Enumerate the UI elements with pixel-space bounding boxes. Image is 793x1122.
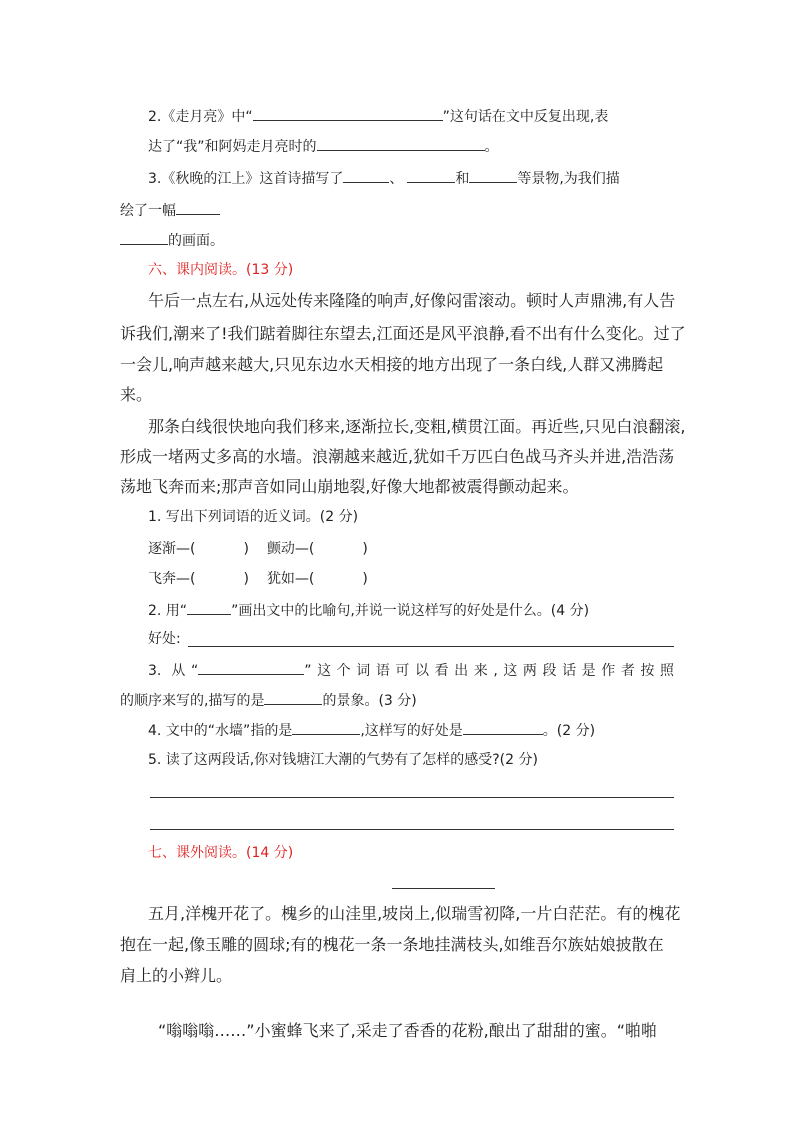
passage-1-line: 来。 [120, 385, 153, 404]
passage-2-line: 形成一堵两丈多高的水墙。浪潮越来越近,犹如千万匹白色战马齐头并进,浩浩荡 [120, 447, 675, 466]
passage-3-line: 抱在一起,像玉雕的圆球;有的槐花一条一条地挂满枝头,如维吾尔族姑娘披散在 [120, 935, 664, 954]
passage-4-line: “嗡嗡嗡……”小蜜蜂飞来了,采走了香香的花粉,酿出了甜甜的蜜。“啪啪 [158, 1021, 658, 1040]
sub-question-3-line1: 3. 从“ ”这个词语可以看出来,这两段话是作者按照 [148, 660, 674, 680]
question-2-line1: 2.《走月亮》中“ ”这句话在文中反复出现,表 [148, 106, 608, 126]
section-7-title: 七、课外阅读。(14 分) [148, 845, 294, 861]
question-3-line2: 绘了一幅 [120, 200, 220, 220]
sub-question-2: 2. 用“ ”画出文中的比喻句,并说一说这样写的好处是什么。(4 分) [148, 600, 589, 620]
answer-line[interactable] [188, 646, 674, 647]
sub-question-1-title: 1. 写出下列词语的近义词。(2 分) [148, 509, 359, 525]
question-2-line2: 达了“我”和阿妈走月亮时的 。 [148, 136, 499, 156]
sub-question-3-line2: 的顺序来写的,描写的是 的景象。(3 分) [120, 690, 417, 710]
blank-answer[interactable] [469, 168, 517, 183]
blank-answer[interactable] [317, 136, 485, 151]
blank-answer[interactable] [198, 660, 304, 675]
blank-answer[interactable] [120, 230, 168, 245]
blank-answer[interactable] [176, 200, 220, 215]
blank-answer[interactable] [264, 690, 322, 705]
synonym-row-2: 飞奔—( ) 犹如—( ) [148, 571, 368, 587]
passage-1-line: 一会儿,响声越来越大,只见东边水天相接的地方出现了一条白线,人群又沸腾起 [120, 355, 664, 374]
blank-answer[interactable] [463, 720, 543, 735]
section-6-title: 六、课内阅读。(13 分) [148, 262, 294, 278]
passage-2-line: 荡地飞奔而来;那声音如同山崩地裂,好像大地都被震得颤动起来。 [120, 477, 579, 496]
answer-line[interactable] [150, 797, 674, 798]
sub-question-4: 4. 文中的“水墙”指的是 ,这样写的好处是 。(2 分) [148, 720, 595, 740]
blank-answer[interactable] [187, 600, 231, 615]
blank-answer[interactable] [407, 168, 455, 183]
passage-3-line: 肩上的小辫儿。 [120, 966, 233, 985]
title-blank-line[interactable] [392, 888, 495, 889]
sub-question-5-title: 5. 读了这两段话,你对钱塘江大潮的气势有了怎样的感受?(2 分) [148, 752, 538, 768]
passage-2-line: 那条白线很快地向我们移来,逐渐拉长,变粗,横贯江面。再近些,只见白浪翻滚, [148, 417, 686, 436]
blank-answer[interactable] [253, 106, 443, 121]
blank-answer[interactable] [292, 720, 360, 735]
passage-1-line: 午后一点左右,从远处传来隆隆的响声,好像闷雷滚动。顿时人声鼎沸,有人告 [148, 291, 676, 310]
blank-answer[interactable] [343, 168, 389, 183]
answer-line[interactable] [150, 829, 674, 830]
question-3-line3: 的画面。 [120, 230, 224, 250]
question-3-line1: 3.《秋晚的江上》这首诗描写了 、 和 等景物,为我们描 [148, 168, 620, 188]
sub-question-2-answer: 好处: [148, 631, 181, 647]
passage-3-line: 五月,洋槐开花了。槐乡的山洼里,坡岗上,似瑞雪初降,一片白茫茫。有的槐花 [148, 904, 681, 923]
synonym-row-1: 逐渐—( ) 颤动—( ) [148, 541, 368, 557]
passage-1-line: 诉我们,潮来了!我们踮着脚往东望去,江面还是风平浪静,看不出有什么变化。过了 [120, 324, 686, 343]
